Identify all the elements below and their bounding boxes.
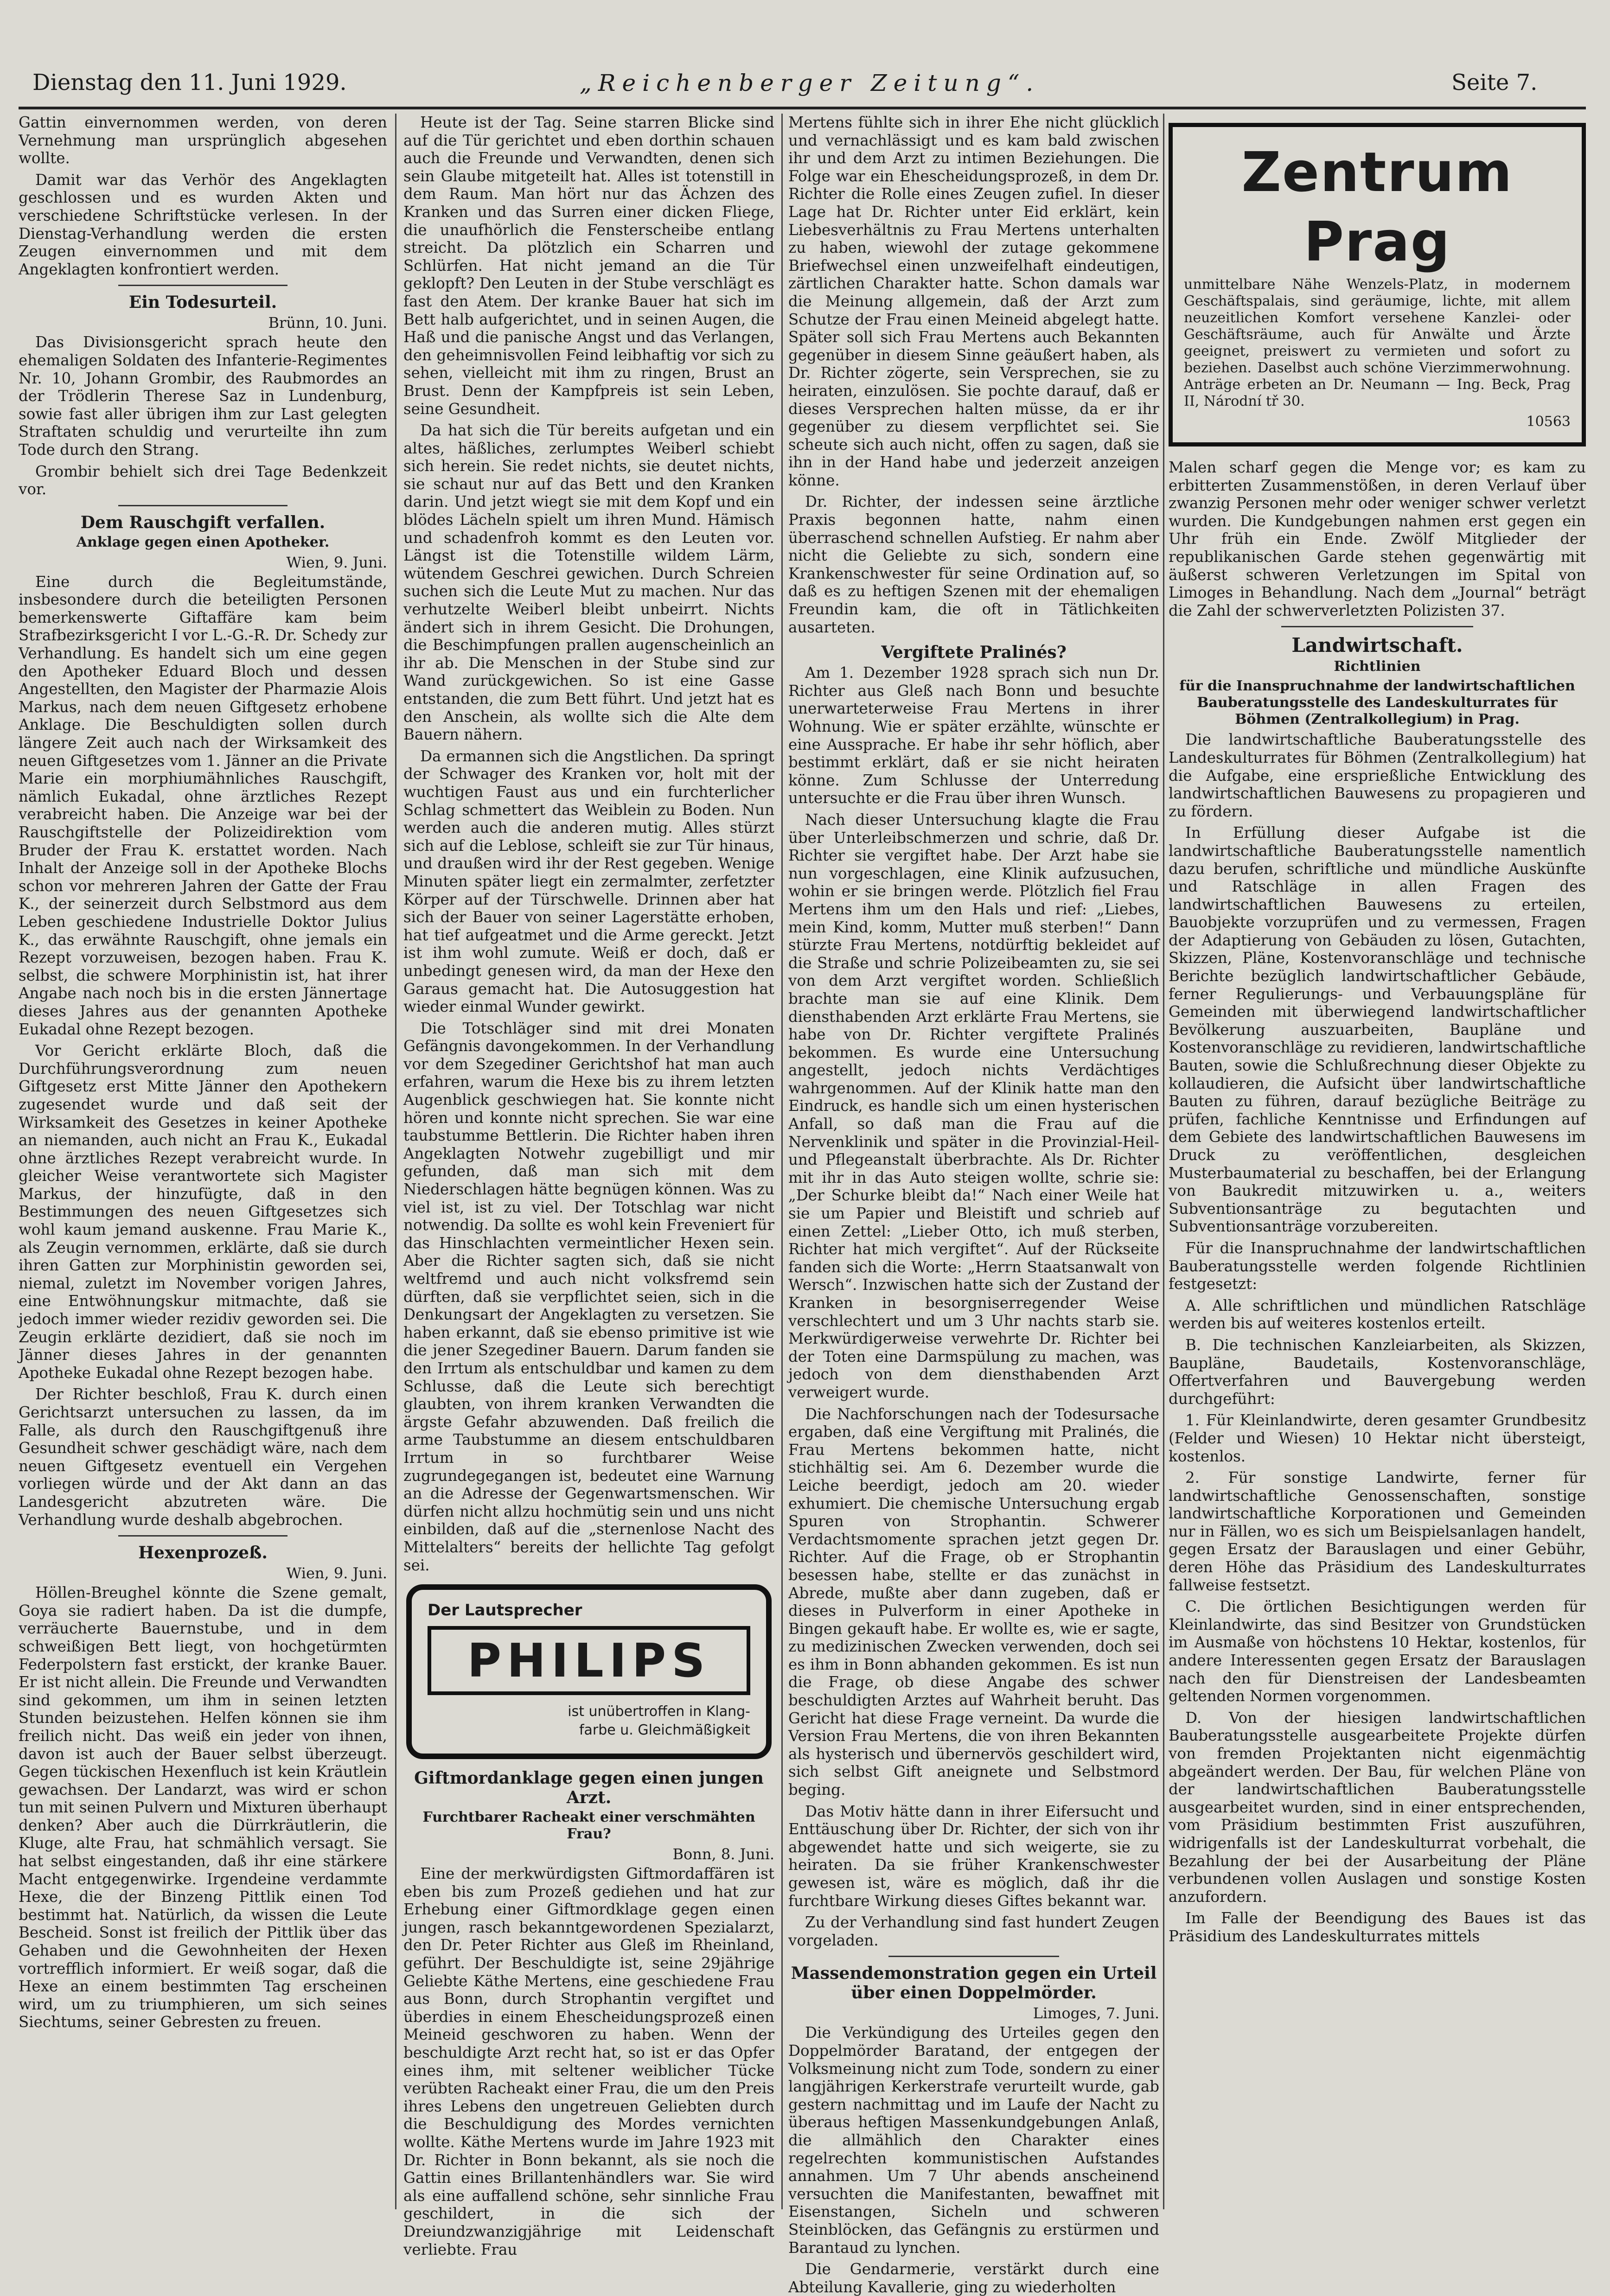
article-headline: Giftmordanklage gegen einen jungen Arzt. xyxy=(414,1768,764,1808)
article-text: Grombir behielt sich drei Tage Bedenkzeit vor. xyxy=(19,462,387,498)
article-headline: Massendemonstration gegen ein Urteil über einen Doppelmörder. xyxy=(791,1964,1157,2003)
dateline: Brünn, 10. Juni. xyxy=(268,314,387,332)
column-3 xyxy=(788,114,1159,2296)
dateline: Wien, 9. Juni. xyxy=(286,553,387,571)
article-text: Die Verkündigung des Urteiles gegen den Doppelmörder Baratand, der entgegen der Volksmeinung nicht zum Tode, sondern zu einer langjährigen Kerkerstrafe verurteilt wurde, gab gestern nachmittag und im Laufe der Nacht zu überaus heftigen Massenkundgebungen Anlaß, die allmählich den Charakter eines regelrechten kommunistischen Aufstandes annahmen. Um 7 Uhr abends anscheinend versuchten die Manifestanten, bewaffnet mit Eisenstangen, Sicheln und schweren Steinblöcken, das Gefängnis zu erstürmen und Barantaud zu lynchen. xyxy=(788,2024,1159,2257)
article-separator xyxy=(1281,626,1473,627)
article-text: B. Die technischen Kanzleiarbeiten, als Skizzen, Baupläne, Baudetails, Kostenvoranschläge, Offertverfahren und Bauvergebung werden durchgeführt: xyxy=(1169,1336,1586,1408)
ad-caption: Der Lautsprecher xyxy=(428,1601,582,1620)
article-subheadline: Richtlinien xyxy=(1334,658,1421,675)
article-text: Eine durch die Begleitumstände, insbesondere durch die beteiligten Personen bemerkenswerte Giftaffäre kam beim Strafbezirksgericht I vor L.-G.-R. Dr. Schedy zur Verhandlung. Es handelt sich um eine gegen den Apotheker Eduard Bloch und dessen Angestellten, den Magister der Pharmazie Alois Markus, nach dem neuen Giftgesetz erhobene Anklage. Die Beschuldigten sollen durch längere Zeit auch nach der Wirksamkeit des neuen Giftgesetzes vom 1. Jänner an die Private Marie ein morphiumähnliches Rauschgift, nämlich Eukadal, ohne ärztliches Rezept verabreicht haben. Die Anzeige war bei der Rauschgiftstelle der Polizeidirektion vom Bruder der Frau K. erstattet worden. Nach Inhalt der Anzeige soll in der Apotheke Blochs schon vor mehreren Jahren der Gatte der Frau K., der seinerzeit durch Selbstmord aus dem Leben geschiedene Industrielle Doktor Julius K., das erwähnte Rauschgift, ohne jemals ein Rezept vorzuweisen, bezogen haben. Frau K. selbst, die schwere Morphinistin ist, hat ihrer Angabe nach noch bis in die ersten Jännertage dieses Jahres aus der genannten Apotheke Eukadal ohne Rezept bezogen. xyxy=(19,573,387,1038)
article-text: Die landwirtschaftliche Bauberatungsstelle des Landeskulturrates für Böhmen (Zentralkollegium) hat die Aufgabe, eine ersprießliche Entwicklung des landwirtschaftlichen Bauwesens zu propagieren und zu fördern. xyxy=(1169,731,1586,820)
column-divider xyxy=(395,114,396,2209)
column-2 xyxy=(403,114,774,2258)
article-subhead: Vergiftete Pralinés? xyxy=(881,643,1067,663)
article-headline: Dem Rauschgift verfallen. xyxy=(80,512,326,532)
column-divider xyxy=(781,114,783,2209)
issue-date: Dienstag den 11. Juni 1929. xyxy=(32,70,347,96)
section-headline: Landwirtschaft. xyxy=(1291,634,1463,657)
article-text: Für die Inanspruchnahme der landwirtschaftlichen Bauberatungsstelle werden folgende Richtlinien festgesetzt: xyxy=(1169,1239,1586,1293)
article-text: Am 1. Dezember 1928 sprach sich nun Dr. Richter aus Gleß nach Bonn und besuchte unerwarteterweise Frau Mertens in ihrer Wohnung. Wie er später erzählte, wünschte er eine Aussprache. Er habe ihr sehr höflich, aber bestimmt erklärt, daß er sie nicht heiraten könne. Zum Schlusse der Unterredung untersuchte er die Frau über ihren Wunsch. xyxy=(788,664,1159,807)
article-subheadline: Anklage gegen einen Apotheker. xyxy=(76,534,330,550)
newspaper-title: „Reichenberger Zeitung“. xyxy=(580,70,1040,96)
article-separator xyxy=(118,505,288,506)
article-text: Da hat sich die Tür bereits aufgetan und ein altes, häßliches, zerlumptes Weiberl schiebt sich herein. Sie redet nichts, sie deutet nichts, sie schaut nur auf das Bett und den Kranken darin. Und jetzt wiegt sie mit dem Kopf und ein blödes Lächeln spielt um ihren Mund. Hämisch und schadenfroh kommt es den Leuten vor. Längst ist die Totenstille wildem Lärm, wütendem Geschrei gewichen. Durch Schreien suchen sich die Leute Mut zu machen. Nur das verhutzelte Weiberl bleibt unbeirrt. Nichts ändert sich in ihrem Gesicht. Die Drohungen, die Beschimpfungen prallen augenscheinlich an ihr ab. Die Menschen in der Stube sind zur Wand zurückgewichen. So ist eine Gasse entstanden, die zum Bett führt. Und jetzt hat es den Anschein, als wollte sich die Alte dem Bauern nähern. xyxy=(403,421,774,744)
article-text: Gattin einvernommen werden, von deren Vernehmung man ursprünglich abgesehen wollte. xyxy=(19,114,387,167)
article-text: Mertens fühlte sich in ihrer Ehe nicht glücklich und vernachlässigt und es kam bald zwischen ihr und dem Arzt zu intimen Beziehungen. Die Folge war ein Ehescheidungsprozeß, in dem Dr. Richter die Rolle eines Zeugen zufiel. In dieser Lage hat Dr. Richter unter Eid erklärt, kein Liebesverhältnis zu Frau Mertens unterhalten zu haben, wiewohl der zutage gekommene Briefwechsel einen unzweifelhaft eindeutigen, zärtlichen Charakter hatte. Schon damals war die Meinung allgemein, daß der Arzt zum Schutze der Frau einen Meineid abgelegt hatte. Später soll sich Frau Mertens auch Bekannten gegenüber in diesem Sinne geäußert haben, als Dr. Richter zögerte, sein Versprechen, sie zu heiraten, einzulösen. Sie pochte darauf, daß er dieses Versprechen halten müsse, da er ihr gegenüber zu diesem verpflichtet sei. Sie scheute sich auch nicht, offen zu sagen, daß sie ihn in der Hand habe und jederzeit anzeigen könne. xyxy=(788,114,1159,489)
article-text: Das Divisionsgericht sprach heute den ehemaligen Soldaten des Infanterie-Regimentes Nr. 10, Johann Grombir, des Raubmordes an der Trödlerin Therese Saz in Lundenburg, sowie fast aller übrigen ihm zur Last gelegten Straftaten schuldig und verurteilte ihn zum Tode durch den Strang. xyxy=(19,333,387,459)
article-headline: Hexenprozeß. xyxy=(138,1543,268,1563)
article-text: A. Alle schriftlichen und mündlichen Ratschläge werden bis auf weiteres kostenlos erteilt. xyxy=(1169,1296,1586,1333)
article-text: Zu der Verhandlung sind fast hundert Zeugen vorgeladen. xyxy=(788,1913,1159,1949)
article-text: Die Nachforschungen nach der Todesursache ergaben, daß eine Vergiftung mit Pralinés, die Frau Mertens bekommen hatte, nicht stichhältig sei. Am 6. Dezember wurde die Leiche beerdigt, jedoch am 20. wieder exhumiert. Die chemische Untersuchung ergab Spuren von Strophantin. Schwerer Verdachtsmomente sprachen jetzt gegen Dr. Richter. Auf die Frage, ob er Strophantin besessen habe, stellte er das zunächst in Abrede, mußte aber dann zugeben, daß er dieses in Pulverform in einer Apotheke in Bingen gekauft habe. Er wollte es, wie er sagte, zu medizinischen Zwecken verwenden, doch sei es ihm in Bonn abhanden gekommen. Es ist nun die Frage, ob diese Angabe des schwer beschuldigten Arztes auf Wahrheit beruht. Das Gericht hat diese Frage verneint. Da wurde die Version Frau Mertens, die von ihren Bekannten als hysterisch und übernervös geschildert wird, sich selbst Gift aneignete und Selbstmord beging. xyxy=(788,1405,1159,1799)
article-separator xyxy=(118,285,288,286)
article-text: Die Gendarmerie, verstärkt durch eine Abteilung Kavallerie, ging zu wiederholten xyxy=(788,2260,1159,2296)
article-text: Nach dieser Untersuchung klagte die Frau über Unterleibschmerzen und schrie, daß Dr. Richter sie vergiftet habe. Der Arzt habe sie nun vorgeschlagen, eine Klinik aufzusuchen, wohin er sie bringen werde. Plötzlich fiel Frau Mertens ihm um den Hals und rief: „Liebes, mein Kind, komm, Mutter muß sterben!“ Dann stürzte Frau Mertens, notdürftig bekleidet auf die Straße und schrie Polizeibeamten zu, sie sei von dem Arzt vergiftet worden. Schließlich brachte man sie auf eine Klinik. Dem diensthabenden Arzt erklärte Frau Mertens, sie habe von Dr. Richter vergiftete Pralinés bekommen. Es wurde eine Untersuchung angestellt, jedoch nichts Verdächtiges wahrgenommen. Auf der Klinik hatte man den Eindruck, es handle sich um einen hysterischen Anfall, so daß man die Frau auf die Nervenklinik und später in die Provinzial-Heil- und Pflegeanstalt überbrachte. Als Dr. Richter mit ihr in das Auto steigen wollte, schrie sie: „Der Schurke bleibt da!“ Nach einer Weile hat sie um Papier und Bleistift und schrieb auf einen Zettel: „Lieber Otto, ich muß sterben, Richter hat mich vergiftet“. Auf der Rückseite fanden sich die Worte: „Herrn Staatsanwalt von Wersch“. Inzwischen hatte sich der Zustand der Kranken in besorgniserregender Weise verschlechtert und um 3 Uhr nachts starb sie. Merkwürdigerweise verwehrte Dr. Richter bei der Toten eine Darmspülung zu machen, was jedoch von dem diensthabenden Arzt verweigert wurde. xyxy=(788,810,1159,1401)
ad-tagline: farbe u. Gleichmäßigkeit xyxy=(579,1722,750,1739)
article-text: Dr. Richter, der indessen seine ärztliche Praxis begonnen hatte, nahm einen überraschend schnellen Aufstieg. Er nahm aber nicht die Geliebte zu sich, sondern eine Krankenschwester für seine Ordination auf, so daß es zu heftigen Szenen mit der ehemaligen Freundin kam, die oft in Tätlichkeiten ausarteten. xyxy=(788,493,1159,636)
article-text: Da ermannen sich die Angstlichen. Da springt der Schwager des Kranken vor, holt mit der wuchtigen Faust aus und ein furchterlicher Schlag schmettert das Weiblein zu Boden. Nun werden auch die anderen mutig. Alles stürzt sich auf die Leblose, schleift sie zur Tür hinaus, und draußen wird ihr der Rest gegeben. Wenige Minuten später liegt ein zermalmter, zerfetzter Körper auf der Türschwelle. Drinnen aber hat sich der Bauer von seiner Lagerstätte erhoben, hat tief aufgeatmet und die Arme gereckt. Jetzt ist ihm wohl zumute. Weiß er doch, daß er unbedingt genesen wird, da man der Hexe den Garaus gemacht hat. Die Autosuggestion hat wieder einmal Wunder gewirkt. xyxy=(403,747,774,1016)
philips-advertisement xyxy=(406,1584,772,1759)
column-4 xyxy=(1169,114,1586,2209)
article-text: Eine der merkwürdigsten Giftmordaffären ist eben bis zum Prozeß gediehen und hat zur Erhebung einer Giftmordklage gegen einen jungen, rasch bekanntgewordenen Spezialarzt, den Dr. Peter Richter aus Gleß im Rheinland, geführt. Der Beschuldigte ist, seine 29jährige Geliebte Käthe Mertens, eine geschiedene Frau aus Bonn, durch Strophantin vergiftet und überdies in einem Ehescheidungsprozeß einen Meineid geschworen zu haben. Wenn der beschuldigte Arzt recht hat, so ist er das Opfer eines ihm, mit seltener weiblicher Tücke verübten Racheakt einer Frau, die um den Preis ihres Lebens den ungetreuen Geliebten durch die Beschuldigung des Mordes vernichten wollte. Käthe Mertens wurde im Jahre 1923 mit Dr. Richter in Bonn bekannt, als sie noch die Gattin eines Brillantenhändlers war. Sie wird als eine auffallend schöne, sehr sinnliche Frau geschildert, in die sich der Dreiundzwanzigjährige mit Leidenschaft verliebte. Frau xyxy=(403,1865,774,2258)
article-text: Der Richter beschloß, Frau K. durch einen Gerichtsarzt untersuchen zu lassen, da im Falle, als durch den Rauschgiftgenuß ihre Gesundheit schwer geschädigt wäre, nach dem neuen Giftgesetz eventuell ein Vergehen vorliegen würde und der Akt dann an das Landesgericht abzutreten wäre. Die Verhandlung wurde deshalb abgebrochen. xyxy=(19,1385,387,1529)
header-rule xyxy=(19,107,1586,109)
article-subheadline: Furchtbarer Racheakt einer verschmähten Frau? xyxy=(422,1809,755,1843)
article-text: Die Totschläger sind mit drei Monaten Gefängnis davongekommen. In der Verhandlung vor dem Szegediner Gerichtshof hat man auch erfahren, warum die Hexe bis zu ihrem letzten Augenblick geschwiegen hat. Sie konnte nicht hören und konnte nicht sprechen. Sie war eine taubstumme Bettlerin. Die Richter haben ihren Angeklagten Notwehr zugebilligt und mir gefunden, daß man sich mit dem Niederschlagen hätte begnügen können. Was zu viel ist, ist zu viel. Der Totschlag war nicht notwendig. Da sollte es wohl kein Freveniert für das Hinschlachten vermeintlicher Hexen sein. Aber die Richter sagten sich, daß sie nicht weltfremd und auch nicht volksfremd sein dürften, daß sie verpflichtet seien, sich in die Denkungsart der Angeklagten zu versetzen. Sie haben erkannt, daß sie ebenso primitive ist wie die jener Szegediner Bauern. Darum fanden sie den Irrtum als entschuldbar und kamen zu dem Schlusse, daß die Leute sich berechtigt glaubten, von ihrem kranken Verwandten die ärgste Gefahr abzuwenden. Daß freilich die arme Taubstumme an diesem entschuldbaren Irrtum in so furchtbarer Weise zugrundegegangen ist, bedeutet eine Warnung an die Adresse der Gegenwartsmenschen. Wir dürfen nicht allzu hochmütig sein und uns nicht einbilden, daß auf die „sternenlose Nacht des Mittelalters“ bereits der hellichte Tag gefolgt sei. xyxy=(403,1019,774,1574)
ad-text: unmittelbare Nähe Wenzels-Platz, in modernem Geschäftspalais, sind geräumige, lichte, mit allem neuzeitlichen Komfort versehene Kanzlei- oder Geschäftsräume, auch für Anwälte und Ärzte geeignet, preiswert zu vermieten und sofort zu beziehen. Daselbst auch schöne Vierzimmerwohnung. Anträge erbeten an Dr. Neumann — Ing. Beck, Prag II, Národní tř 30. xyxy=(1184,276,1571,409)
article-text: 1. Für Kleinlandwirte, deren gesamter Grundbesitz (Felder und Wiesen) 10 Hektar nicht übersteigt, kostenlos. xyxy=(1169,1411,1586,1465)
ad-number: 10563 xyxy=(1526,414,1571,430)
article-text: D. Von der hiesigen landwirtschaftlichen Bauberatungsstelle ausgearbeitete Projekte dürfen von fremden Projektanten nicht eigenmächtig abgeändert werden. Der Bau, für welchen Pläne von der landwirtschaftlichen Bauberatungsstelle ausgearbeitet wurden, sind in einer entsprechenden, vom Präsidium bestimmten Frist auszuführen, widrigenfalls ist der Landeskulturrat vorbehalt, die Bezahlung der bei der Ausarbeitung der Pläne verbundenen vollen Auslagen und sonstige Kosten anzufordern. xyxy=(1169,1709,1586,1906)
article-separator xyxy=(888,1956,1059,1957)
article-text: Das Motiv hätte dann in ihrer Eifersucht und Enttäuschung über Dr. Richter, der sich von ihr abgewendet hatte und sich weigerte, sie zu heiraten. Da sie früher Krankenschwester gewesen ist, wäre es möglich, daß ihr die furchtbare Wirkung dieses Giftes bekannt war. xyxy=(788,1802,1159,1910)
article-text: In Erfüllung dieser Aufgabe ist die landwirtschaftliche Bauberatungsstelle namentlich dazu berufen, schriftliche und mündliche Auskünfte und Ratschläge in allen Fragen des landwirtschaftlichen Bauwesens zu erteilen, Bauobjekte vorzuprüfen und zu vermessen, Fragen der Adaptierung von Gebäuden zu lösen, Gutachten, Skizzen, Pläne, Kostenvoranschläge und technische Berichte bezüglich landwirtschaftlicher Gebäude, ferner Regulierungs- und Verbauungspläne für Gemeinden mit überwiegend landwirtschaftlicher Bevölkerung auszuarbeiten, Baupläne und Kostenvoranschläge zu revidieren, landwirtschaftliche Bauten, sowie die Schlußrechnung dieser Objekte zu kollaudieren, die Aufsicht über landwirtschaftliche Bauten zu führen, darauf bezügliche Beiträge zu prüfen, fachliche Kenntnisse und Erfindungen auf dem Gebiete des landwirtschaftlichen Bauwesens im Druck zu veröffentlichen, desgleichen Musterbaumaterial zu beschaffen, bei der Erlangung von Baukredit mitzuwirken u. a., weiters Subventionsanträge zu begutachten und Subventionsanträge vorzubereiten. xyxy=(1169,824,1586,1236)
column-divider xyxy=(1163,114,1164,2209)
page-number: Seite 7. xyxy=(1451,70,1538,96)
article-text: C. Die örtlichen Besichtigungen werden für Kleinlandwirte, das sind Besitzer von Grundstücken im Ausmaße von höchstens 10 Hektar, kostenlos, für andere Interessenten gegen Ersatz der Barauslagen nach den für Dienstreisen der Landesbeamten geltenden Normen vorgenommen. xyxy=(1169,1598,1586,1705)
article-subheadline: für die Inanspruchnahme der landwirtschaftlichen Bauberatungsstelle des Landeskulturrates für Böhmen (Zentralkollegium) in Prag. xyxy=(1179,678,1575,728)
dateline: Limoges, 7. Juni. xyxy=(1033,2004,1159,2022)
column-1 xyxy=(19,114,387,2209)
ad-brand: PHILIPS xyxy=(428,1626,750,1695)
article-text: Vor Gericht erklärte Bloch, daß die Durchführungsverordnung zum neuen Giftgesetz erst Mitte Jänner den Apothekern zugesendet wurde und daß seit der Wirksamkeit des Gesetzes in keiner Apotheke an niemanden, auch nicht an Frau K., Eukadal ohne ärztliches Rezept verabreicht wurde. In gleicher Weise verantwortete sich Magister Markus, der hinzufügte, daß in den Bestimmungen des neuen Giftgesetzes sich wohl kaum jemand auskenne. Frau Marie K., als Zeugin vernommen, erklärte, daß sie durch ihren Gatten zur Morphinistin geworden sei, niemal, zuletzt im November vorigen Jahres, eine Entwöhnungskur mitmachte, daß sie jedoch immer wieder rezidiv geworden sei. Die Zeugin erklärte dezidiert, daß sie noch im Jänner dieses Jahres in der genannten Apotheke Eukadal ohne Rezept bezogen habe. xyxy=(19,1042,387,1382)
article-text: Heute ist der Tag. Seine starren Blicke sind auf die Tür gerichtet und eben dorthin schauen auch die Freunde und Verwandten, denen sich sein Glaube mitgeteilt hat. Alles ist totenstill in dem Raum. Man hört nur das Ächzen des Kranken und das Surren einer dicken Fliege, die unaufhörlich die Fensterscheibe entlang streicht. Da plötzlich ein Scharren und Schlürfen. Hat nicht jemand an die Tür geklopft? Den Leuten in der Stube verschlägt es fast den Atem. Der kranke Bauer hat sich im Bett halb aufgerichtet, und in seinen Augen, die Haß und die panische Angst und das Verlangen, den geheimnisvollen Feind leibhaftig vor sich zu sehen, vielleicht mit ihm zu ringen, Brust an Brust. Denn der Kampfpreis ist sein Leben, seine Gesundheit. xyxy=(403,114,774,418)
ad-tagline: ist unübertroffen in Klang- xyxy=(568,1703,750,1720)
dateline: Bonn, 8. Juni. xyxy=(672,1845,774,1863)
page-header xyxy=(0,0,1610,107)
dateline: Wien, 9. Juni. xyxy=(286,1564,387,1582)
article-text: Malen scharf gegen die Menge vor; es kam zu erbitterten Zusammenstößen, in deren Verlauf über zwanzig Personen mehr oder weniger schwer verletzt wurden. Die Kundgebungen nahmen erst gegen ein Uhr früh ein Ende. Zwölf Mitglieder der republikanischen Garde stehen gegenwärtig mit äußerst schweren Verletzungen im Spital von Limoges in Behandlung. Nach dem „Journal“ beträgt die Zahl der schwerverletzten Polizisten 37. xyxy=(1169,459,1586,619)
article-text: 2. Für sonstige Landwirte, ferner für landwirtschaftliche Genossenschaften, sonstige landwirtschaftliche Korporationen und Gemeinden nur in Fällen, wo es sich um Beispielsanlagen handelt, gegen Ersatz der Barauslagen und einer Gebühr, deren Höhe das Präsidium des Landeskulturrates fallweise festsetzt. xyxy=(1169,1469,1586,1594)
article-text: Im Falle der Beendigung des Baues ist das Präsidium des Landeskulturrates mittels xyxy=(1169,1909,1586,1945)
article-text: Höllen-Breughel könnte die Szene gemalt, Goya sie radiert haben. Da ist die dumpfe, verräucherte Bauernstube, und in dem schweißigen Bett liegt, von hochgetürmten Federpolstern fast erstickt, der kranke Bauer. Er ist nicht allein. Die Freunde und Verwandten sind gekommen, um ihm in seinen letzten Stunden beizustehen. Helfen können sie ihm freilich nicht. Das weiß ein jeder von ihnen, davon ist auch der Bauer selbst überzeugt. Gegen tückischen Hexenfluch ist kein Kräutlein gewachsen. Der Landarzt, was wird er schon tun mit seinen Pulvern und Mixturen überhaupt denken? Aber auch die Dürrkräutlerin, die Kluge, alte Frau, hat schmählich versagt. Sie hat selbst eingestanden, daß ihr eine stärkere Macht entgegenwirke. Irgendeine verdammte Hexe, die der Binzeng Pittlik einen Tod bestimmt hat. Natürlich, da wissen die Leute Bescheid. Sonst ist freilich der Pittlik über das Gehaben und die Gewohnheiten der Hexen vortrefflich informiert. Er weiß sogar, daß die Hexe an einem bestimmten Tag erscheinen wird, um zu triumphieren, um sich seines Siechtums, seiner Gebresten zu freuen. xyxy=(19,1584,387,2031)
article-separator xyxy=(118,1535,288,1537)
article-text: Damit war das Verhör des Angeklagten geschlossen und es wurden Akten und verschiedene Schriftstücke verlesen. In der Dienstag-Verhandlung werden die ersten Zeugen einvernommen und mit dem Angeklagten konfrontiert werden. xyxy=(19,171,387,278)
article-headline: Ein Todesurteil. xyxy=(128,293,277,313)
ad-title: Zentrum Prag xyxy=(1241,140,1513,274)
real-estate-advertisement xyxy=(1169,123,1586,446)
